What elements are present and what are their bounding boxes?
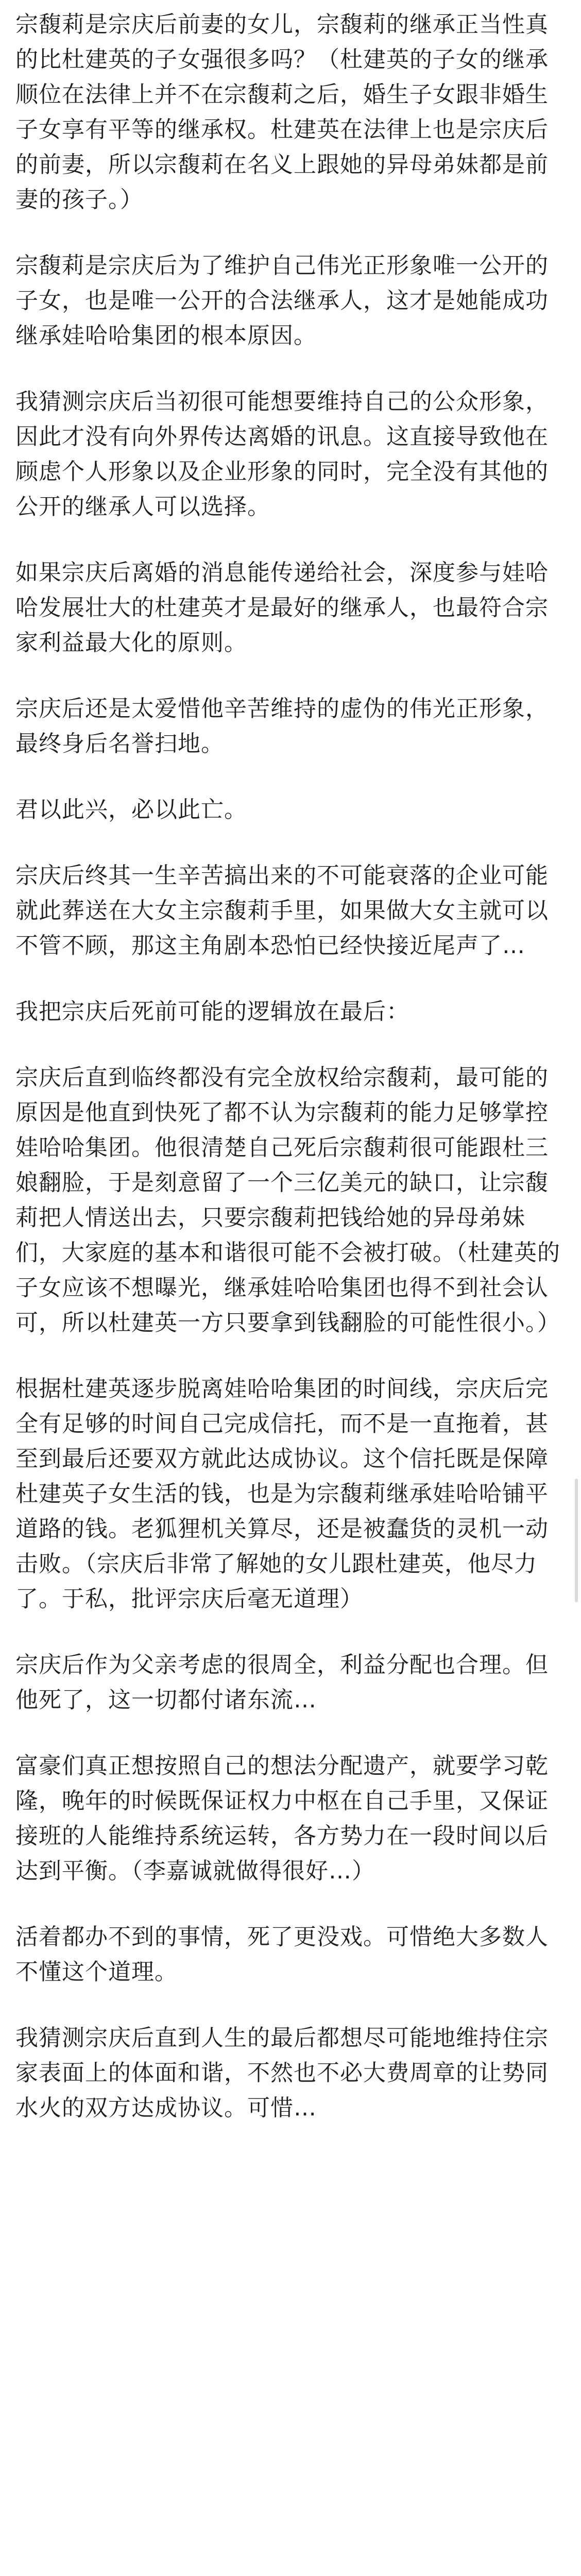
paragraph-8: 我把宗庆后死前可能的逻辑放在最后： [15,998,409,1025]
paragraph-4: 如果宗庆后离婚的消息能传递给社会，深度参与娃哈哈发展壮大的杜建英才是最好的继承人，也最符合宗家利益最大化的原则。 [15,560,549,656]
scrollbar[interactable] [574,0,580,2576]
paragraph-14: 我猜测宗庆后直到人生的最后都想尽可能地维持住宗家表面上的体面和谐，不然也不必大费周章的让势同水火的双方达成协议。可惜… [15,2025,549,2121]
paragraph-12: 富豪们真正想按照自己的想法分配遗产，就要学习乾隆，晚年的时候既保证权力中枢在自己手里，又保证接班的人能维持系统运转，各方势力在一段时间以后达到平衡。（李嘉诚就做得很好…） [15,1753,549,1884]
paragraph-2: 宗馥莉是宗庆后为了维护自己伟光正形象唯一公开的子女，也是唯一公开的合法继承人，这才是她能成功继承娃哈哈集团的根本原因。 [15,252,549,349]
paragraph-7: 宗庆后终其一生辛苦搞出来的不可能衰落的企业可能就此葬送在大女主宗馥莉手里，如果做大女主就可以不管不顾，那这主角剧本恐怕已经快接近尾声了… [15,862,549,959]
paragraph-13: 活着都办不到的事情，死了更没戏。可惜绝大多数人不懂这个道理。 [15,1924,549,1985]
paragraph-5: 宗庆后还是太爱惜他辛苦维持的虚伪的伟光正形象，最终身后名誉扫地。 [15,696,549,757]
paragraph-1: 宗馥莉是宗庆后前妻的女儿，宗馥莉的继承正当性真的比杜建英的子女强很多吗？（杜建英的子女的继承顺位在法律上并不在宗馥莉之后，婚生子女跟非婚生子女享有平等的继承权。杜建英在法律上也是宗庆后的前妻，所以宗馥莉在名义上跟她的异母弟妹都是前妻的孩子。） [15,11,549,213]
paragraph-11: 宗庆后作为父亲考虑的很周全，利益分配也合理。但他死了，这一切都付诸东流… [15,1652,549,1713]
paragraph-6: 君以此兴，必以此亡。 [15,796,247,823]
paragraph-10: 根据杜建英逐步脱离娃哈哈集团的时间线，宗庆后完全有足够的时间自己完成信托，而不是一直拖着，甚至到最后还要双方就此达成协议。这个信托既是保障杜建英子女生活的钱，也是为宗馥莉继承娃哈哈铺平道路的钱。老狐狸机关算尽，还是被蠢货的灵机一动击败。（宗庆后非常了解她的女儿跟杜建英，他尽力了。于私，批评宗庆后毫无道理） [15,1376,549,1612]
paragraph-3: 我猜测宗庆后当初很可能想要维持自己的公众形象，因此才没有向外界传达离婚的讯息。这直接导致他在顾虑个人形象以及企业形象的同时，完全没有其他的公开的继承人可以选择。 [15,388,549,520]
scrollbar-thumb[interactable] [575,1479,578,1602]
paragraph-9: 宗庆后直到临终都没有完全放权给宗馥莉，最可能的原因是他直到快死了都不认为宗馥莉的能力足够掌控娃哈哈集团。他很清楚自己死后宗馥莉很可能跟杜三娘翻脸，于是刻意留了一个三亿美元的缺口，让宗馥莉把人情送出去，只要宗馥莉把钱给她的异母弟妹们，大家庭的基本和谐很可能不会被打破。（杜建英的子女应该不想曝光，继承娃哈哈集团也得不到社会认可，所以杜建英一方只要拿到钱翻脸的可能性很小。） [15,1064,560,1336]
